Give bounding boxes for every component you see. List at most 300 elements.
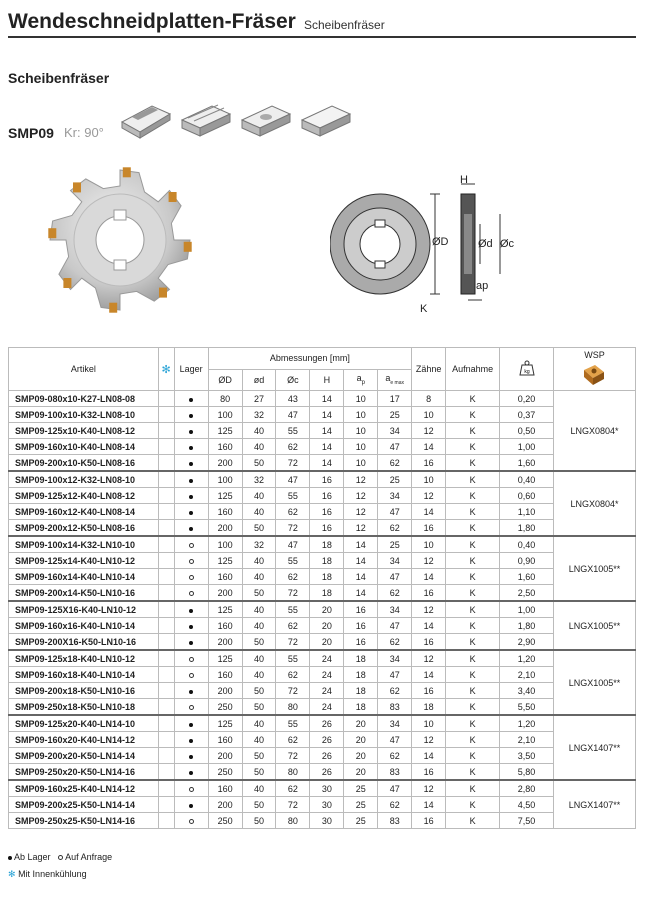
cell-ap: 18 — [344, 650, 378, 667]
cell-ap: 14 — [344, 569, 378, 585]
cell-cooling — [158, 667, 174, 683]
cell-cooling — [158, 683, 174, 699]
cell-H: 30 — [310, 797, 344, 813]
cell-D: 160 — [208, 504, 242, 520]
cell-d: 50 — [242, 764, 276, 781]
request-ring-icon — [189, 657, 194, 662]
cell-artikel: SMP09-160x10-K40-LN08-14 — [9, 439, 159, 455]
col-artikel: Artikel — [9, 348, 159, 391]
snowflake-icon: ✻ — [158, 348, 174, 391]
cell-D: 250 — [208, 813, 242, 829]
cell-H: 24 — [310, 699, 344, 716]
cell-wsp: LNGX0804* — [553, 471, 635, 536]
cell-cooling — [158, 748, 174, 764]
cell-c: 80 — [276, 813, 310, 829]
cell-H: 20 — [310, 618, 344, 634]
cell-cooling — [158, 391, 174, 407]
cell-ap: 10 — [344, 407, 378, 423]
cell-cooling — [158, 536, 174, 553]
cell-lager — [174, 780, 208, 797]
cell-H: 20 — [310, 601, 344, 618]
cell-ap: 20 — [344, 748, 378, 764]
cell-zaehne: 10 — [412, 407, 446, 423]
kr-angle: Kr: 90° — [64, 125, 104, 140]
cell-aufnahme: K — [446, 797, 500, 813]
cell-aufnahme: K — [446, 699, 500, 716]
cell-D: 160 — [208, 732, 242, 748]
cell-aemax: 34 — [378, 650, 412, 667]
cell-aemax: 34 — [378, 423, 412, 439]
cutter-insert-icon — [123, 167, 131, 177]
cell-lager — [174, 618, 208, 634]
cell-c: 62 — [276, 618, 310, 634]
cell-artikel: SMP09-080x10-K27-LN08-08 — [9, 391, 159, 407]
cell-d: 32 — [242, 407, 276, 423]
table-row — [9, 683, 636, 699]
cell-zaehne: 16 — [412, 520, 446, 537]
cell-D: 100 — [208, 471, 242, 488]
cell-zaehne: 12 — [412, 732, 446, 748]
cell-cooling — [158, 813, 174, 829]
col-D: ØD — [208, 369, 242, 391]
cell-aemax: 25 — [378, 471, 412, 488]
cell-H: 24 — [310, 683, 344, 699]
cell-artikel: SMP09-100x10-K32-LN08-10 — [9, 407, 159, 423]
cell-artikel: SMP09-125x18-K40-LN10-12 — [9, 650, 159, 667]
cell-D: 200 — [208, 634, 242, 651]
cell-zaehne: 10 — [412, 536, 446, 553]
cell-H: 24 — [310, 667, 344, 683]
cell-cooling — [158, 423, 174, 439]
cell-aufnahme: K — [446, 585, 500, 602]
col-zaehne: Zähne — [412, 348, 446, 391]
cell-lager — [174, 569, 208, 585]
page-header — [8, 8, 636, 38]
cell-zaehne: 8 — [412, 391, 446, 407]
cell-artikel: SMP09-160x20-K40-LN14-12 — [9, 732, 159, 748]
cell-zaehne: 10 — [412, 471, 446, 488]
cell-d: 50 — [242, 699, 276, 716]
cell-H: 16 — [310, 504, 344, 520]
cell-aemax: 47 — [378, 569, 412, 585]
cell-c: 55 — [276, 650, 310, 667]
cell-lager — [174, 683, 208, 699]
cell-ap: 16 — [344, 601, 378, 618]
cell-c: 72 — [276, 797, 310, 813]
cell-aufnahme: K — [446, 618, 500, 634]
cell-ap: 16 — [344, 618, 378, 634]
cell-artikel: SMP09-160x12-K40-LN08-14 — [9, 504, 159, 520]
cutter-insert-icon — [73, 182, 81, 192]
cell-aemax: 62 — [378, 520, 412, 537]
cell-aemax: 34 — [378, 553, 412, 569]
col-lager: Lager — [174, 348, 208, 391]
cell-gewicht: 3,40 — [500, 683, 554, 699]
cell-zaehne: 16 — [412, 634, 446, 651]
cell-zaehne: 12 — [412, 553, 446, 569]
stock-dot-icon — [189, 446, 193, 450]
table-row — [9, 391, 636, 407]
col-wsp — [553, 348, 635, 391]
cell-H: 26 — [310, 715, 344, 732]
cell-lager — [174, 797, 208, 813]
cell-d: 40 — [242, 439, 276, 455]
cell-lager — [174, 407, 208, 423]
cell-cooling — [158, 634, 174, 651]
cell-artikel: SMP09-125x20-K40-LN14-10 — [9, 715, 159, 732]
cell-lager — [174, 391, 208, 407]
cell-aemax: 83 — [378, 764, 412, 781]
cell-artikel: SMP09-200x25-K50-LN14-14 — [9, 797, 159, 813]
cutter-insert-icon — [169, 192, 177, 202]
cell-d: 50 — [242, 748, 276, 764]
table-row — [9, 488, 636, 504]
cell-d: 40 — [242, 780, 276, 797]
insert-shape-4-icon — [298, 100, 353, 140]
cell-D: 200 — [208, 455, 242, 472]
cell-c: 62 — [276, 439, 310, 455]
cell-ap: 12 — [344, 488, 378, 504]
cell-c: 72 — [276, 748, 310, 764]
cell-c: 72 — [276, 683, 310, 699]
cell-aufnahme: K — [446, 391, 500, 407]
table-row — [9, 780, 636, 797]
cell-cooling — [158, 618, 174, 634]
col-ap: $a_p$ — [344, 369, 378, 391]
cell-H: 16 — [310, 471, 344, 488]
cell-artikel: SMP09-160x16-K40-LN10-14 — [9, 618, 159, 634]
cell-cooling — [158, 715, 174, 732]
cell-lager — [174, 764, 208, 781]
cell-lager — [174, 455, 208, 472]
cell-ap: 20 — [344, 732, 378, 748]
cell-zaehne: 14 — [412, 618, 446, 634]
cell-D: 160 — [208, 780, 242, 797]
page-title: Wendeschneidplatten-Fräser — [8, 10, 296, 33]
cell-c: 72 — [276, 520, 310, 537]
cell-cooling — [158, 732, 174, 748]
cell-zaehne: 14 — [412, 667, 446, 683]
cell-d: 50 — [242, 455, 276, 472]
table-row — [9, 423, 636, 439]
stock-dot-icon — [189, 739, 193, 743]
table-row — [9, 601, 636, 618]
cell-artikel: SMP09-200X16-K50-LN10-16 — [9, 634, 159, 651]
cell-aufnahme: K — [446, 667, 500, 683]
table-row — [9, 585, 636, 602]
cell-zaehne: 16 — [412, 764, 446, 781]
cell-artikel: SMP09-125x14-K40-LN10-12 — [9, 553, 159, 569]
cell-d: 40 — [242, 488, 276, 504]
cell-H: 18 — [310, 553, 344, 569]
cell-H: 18 — [310, 585, 344, 602]
cell-aemax: 17 — [378, 391, 412, 407]
cell-aemax: 47 — [378, 732, 412, 748]
cell-ap: 25 — [344, 797, 378, 813]
cell-ap: 10 — [344, 391, 378, 407]
cell-aufnahme: K — [446, 813, 500, 829]
cell-gewicht: 0,50 — [500, 423, 554, 439]
cell-d: 40 — [242, 423, 276, 439]
cell-aemax: 25 — [378, 536, 412, 553]
cell-artikel: SMP09-250x25-K50-LN14-16 — [9, 813, 159, 829]
cell-cooling — [158, 471, 174, 488]
cell-lager — [174, 634, 208, 651]
cell-aufnahme: K — [446, 471, 500, 488]
cell-c: 55 — [276, 423, 310, 439]
cell-aufnahme: K — [446, 715, 500, 732]
cell-lager — [174, 813, 208, 829]
cell-d: 40 — [242, 569, 276, 585]
table-row — [9, 634, 636, 651]
cell-artikel: SMP09-125X16-K40-LN10-12 — [9, 601, 159, 618]
cell-artikel: SMP09-100x14-K32-LN10-10 — [9, 536, 159, 553]
request-ring-icon — [189, 787, 194, 792]
table-row — [9, 797, 636, 813]
stock-dot-icon — [189, 690, 193, 694]
cell-d: 32 — [242, 471, 276, 488]
spec-table — [8, 347, 636, 829]
cell-lager — [174, 715, 208, 732]
cell-gewicht: 1,80 — [500, 618, 554, 634]
stock-dot-icon — [189, 755, 193, 759]
cell-gewicht: 2,10 — [500, 667, 554, 683]
request-ring-icon — [189, 673, 194, 678]
cell-c: 43 — [276, 391, 310, 407]
cell-lager — [174, 748, 208, 764]
cell-lager — [174, 585, 208, 602]
cell-zaehne: 16 — [412, 455, 446, 472]
cell-gewicht: 2,50 — [500, 585, 554, 602]
label-id: Ød — [478, 238, 493, 250]
cell-c: 72 — [276, 455, 310, 472]
cell-gewicht: 0,37 — [500, 407, 554, 423]
cell-D: 125 — [208, 601, 242, 618]
cell-ap: 25 — [344, 813, 378, 829]
label-oc: Øc — [500, 238, 515, 250]
table-row — [9, 536, 636, 553]
series-code: SMP09 — [8, 125, 54, 141]
cell-D: 80 — [208, 391, 242, 407]
cell-c: 62 — [276, 667, 310, 683]
cell-cooling — [158, 553, 174, 569]
cell-aemax: 34 — [378, 715, 412, 732]
cell-D: 125 — [208, 488, 242, 504]
cell-H: 14 — [310, 439, 344, 455]
cell-D: 125 — [208, 423, 242, 439]
table-row — [9, 471, 636, 488]
cell-lager — [174, 536, 208, 553]
cell-c: 55 — [276, 715, 310, 732]
cell-ap: 12 — [344, 504, 378, 520]
cell-d: 40 — [242, 667, 276, 683]
cell-d: 50 — [242, 797, 276, 813]
cell-zaehne: 12 — [412, 780, 446, 797]
cell-ap: 12 — [344, 471, 378, 488]
cell-zaehne: 10 — [412, 715, 446, 732]
cell-cooling — [158, 699, 174, 716]
col-c: Øc — [276, 369, 310, 391]
cell-d: 50 — [242, 634, 276, 651]
stock-dot-icon — [189, 625, 193, 629]
cell-gewicht: 1,00 — [500, 601, 554, 618]
cutter-insert-icon — [63, 278, 71, 288]
cell-H: 14 — [310, 423, 344, 439]
cell-gewicht: 2,80 — [500, 780, 554, 797]
cell-cooling — [158, 455, 174, 472]
cell-gewicht: 2,90 — [500, 634, 554, 651]
stock-dot-icon — [189, 398, 193, 402]
stock-dot-icon — [189, 511, 193, 515]
cell-D: 125 — [208, 553, 242, 569]
cell-H: 18 — [310, 536, 344, 553]
cell-d: 40 — [242, 504, 276, 520]
cell-aufnahme: K — [446, 407, 500, 423]
cell-gewicht: 1,80 — [500, 520, 554, 537]
col-H: H — [310, 369, 344, 391]
cutter-insert-icon — [184, 242, 192, 252]
cell-zaehne: 16 — [412, 813, 446, 829]
col-d: ød — [242, 369, 276, 391]
cell-zaehne: 12 — [412, 601, 446, 618]
cell-d: 40 — [242, 650, 276, 667]
cell-zaehne: 14 — [412, 439, 446, 455]
cell-aemax: 83 — [378, 699, 412, 716]
cell-aemax: 83 — [378, 813, 412, 829]
page-subtitle: Scheibenfräser — [304, 18, 385, 32]
cell-aufnahme: K — [446, 488, 500, 504]
table-row — [9, 732, 636, 748]
cell-gewicht: 0,40 — [500, 536, 554, 553]
cell-c: 72 — [276, 585, 310, 602]
cell-d: 40 — [242, 618, 276, 634]
cell-c: 47 — [276, 471, 310, 488]
cell-lager — [174, 423, 208, 439]
cell-H: 26 — [310, 764, 344, 781]
cell-c: 55 — [276, 488, 310, 504]
request-ring-icon — [58, 855, 63, 860]
cell-gewicht: 0,20 — [500, 391, 554, 407]
cell-d: 40 — [242, 553, 276, 569]
table-row — [9, 569, 636, 585]
cell-lager — [174, 504, 208, 520]
insert-shape-3-icon — [238, 100, 293, 140]
cell-aufnahme: K — [446, 748, 500, 764]
cell-aemax: 62 — [378, 455, 412, 472]
request-ring-icon — [189, 705, 194, 710]
cell-lager — [174, 553, 208, 569]
cell-H: 30 — [310, 813, 344, 829]
cell-artikel: SMP09-250x18-K50-LN10-18 — [9, 699, 159, 716]
cell-gewicht: 1,60 — [500, 569, 554, 585]
cell-wsp: LNGX1407** — [553, 780, 635, 829]
request-ring-icon — [189, 575, 194, 580]
stock-dot-icon — [8, 856, 12, 860]
cell-artikel: SMP09-200x10-K50-LN08-16 — [9, 455, 159, 472]
label-h: H — [460, 174, 468, 186]
cell-d: 50 — [242, 520, 276, 537]
cell-ap: 18 — [344, 699, 378, 716]
col-aufnahme: Aufnahme — [446, 348, 500, 391]
cell-H: 14 — [310, 391, 344, 407]
cell-d: 50 — [242, 585, 276, 602]
svg-text:kg: kg — [523, 369, 530, 375]
label-k: K — [420, 303, 428, 315]
cell-artikel: SMP09-100x12-K32-LN08-10 — [9, 471, 159, 488]
cell-wsp: LNGX1005** — [553, 536, 635, 601]
cell-H: 26 — [310, 732, 344, 748]
cell-lager — [174, 601, 208, 618]
section-title: Scheibenfräser — [8, 70, 110, 86]
cell-H: 30 — [310, 780, 344, 797]
cell-D: 125 — [208, 715, 242, 732]
cell-H: 16 — [310, 520, 344, 537]
cell-aemax: 47 — [378, 439, 412, 455]
cell-lager — [174, 439, 208, 455]
table-row — [9, 504, 636, 520]
cell-lager — [174, 732, 208, 748]
stock-dot-icon — [189, 641, 193, 645]
cell-zaehne: 18 — [412, 699, 446, 716]
cell-gewicht: 1,10 — [500, 504, 554, 520]
cell-cooling — [158, 764, 174, 781]
cell-aufnahme: K — [446, 536, 500, 553]
cell-aemax: 62 — [378, 797, 412, 813]
cell-aufnahme: K — [446, 780, 500, 797]
cell-artikel: SMP09-200x18-K50-LN10-16 — [9, 683, 159, 699]
table-row — [9, 520, 636, 537]
cell-aufnahme: K — [446, 732, 500, 748]
cell-gewicht: 5,50 — [500, 699, 554, 716]
cell-aufnahme: K — [446, 423, 500, 439]
snowflake-legend-icon: ✻ — [8, 869, 16, 879]
cell-ap: 14 — [344, 536, 378, 553]
table-row — [9, 813, 636, 829]
table-row — [9, 553, 636, 569]
table-row — [9, 715, 636, 732]
cell-aemax: 62 — [378, 683, 412, 699]
cell-lager — [174, 471, 208, 488]
cell-c: 47 — [276, 407, 310, 423]
weight-icon — [500, 348, 554, 391]
cell-d: 32 — [242, 536, 276, 553]
table-row — [9, 764, 636, 781]
cell-cooling — [158, 407, 174, 423]
cell-aemax: 62 — [378, 748, 412, 764]
cell-artikel: SMP09-160x25-K40-LN14-12 — [9, 780, 159, 797]
cell-D: 200 — [208, 520, 242, 537]
cell-zaehne: 14 — [412, 797, 446, 813]
cell-cooling — [158, 601, 174, 618]
cell-gewicht: 0,90 — [500, 553, 554, 569]
cell-d: 27 — [242, 391, 276, 407]
cell-D: 250 — [208, 764, 242, 781]
cell-artikel: SMP09-200x14-K50-LN10-16 — [9, 585, 159, 602]
cell-zaehne: 14 — [412, 569, 446, 585]
cell-cooling — [158, 439, 174, 455]
cell-aufnahme: K — [446, 634, 500, 651]
cell-D: 200 — [208, 748, 242, 764]
stock-dot-icon — [189, 804, 193, 808]
cell-wsp: LNGX0804* — [553, 391, 635, 472]
insert-shape-1-icon — [118, 100, 173, 140]
cell-cooling — [158, 520, 174, 537]
table-row — [9, 618, 636, 634]
cell-aufnahme: K — [446, 439, 500, 455]
cell-zaehne: 14 — [412, 504, 446, 520]
cell-D: 100 — [208, 407, 242, 423]
cell-D: 200 — [208, 585, 242, 602]
